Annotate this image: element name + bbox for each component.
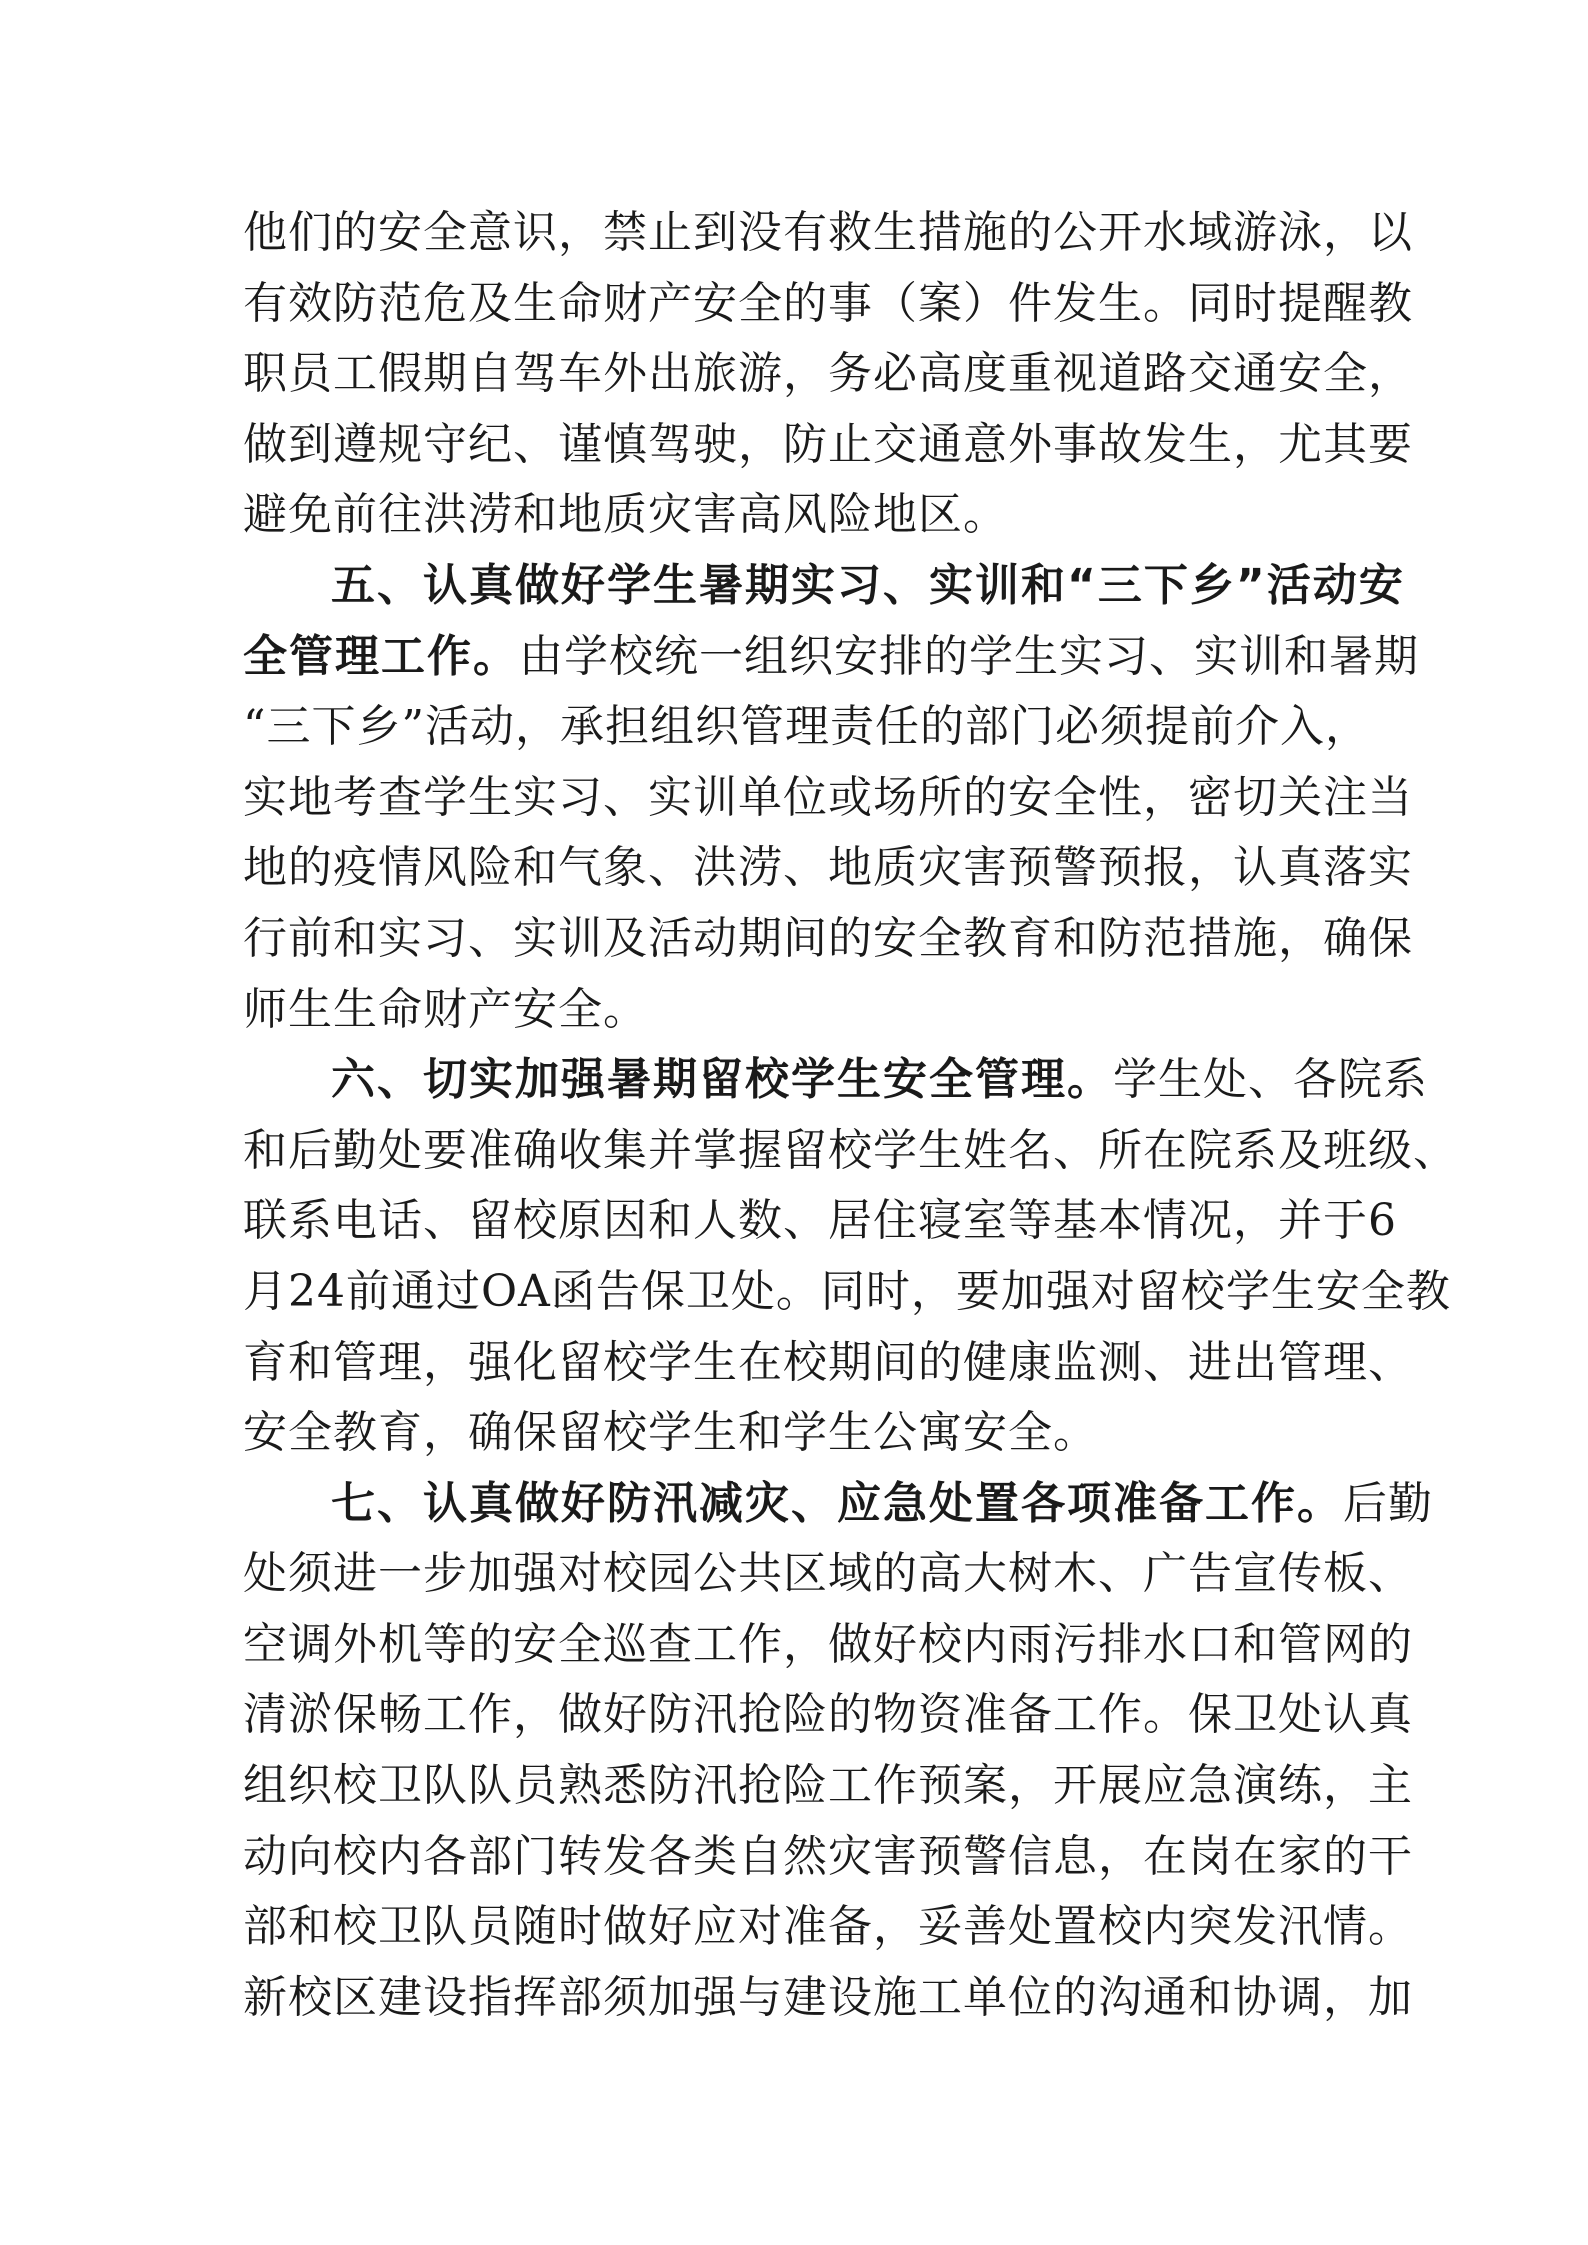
body-text: 师生生命财产安全。: [243, 983, 648, 1035]
body-text: 由学校统一组织安排的学生实习、实训和暑期: [519, 630, 1419, 682]
body-text: 安全教育，确保留校学生和学生公寓安全。: [243, 1407, 1098, 1459]
paragraph: [243, 1469, 1433, 2034]
body-text: 行前和实习、实训及活动期间的安全教育和防范措施，确保: [243, 912, 1413, 964]
body-text: 联系电话、留校原因和人数、居住寝室等基本情况，并于6: [243, 1195, 1397, 1247]
document-body: [243, 198, 1458, 2033]
section-heading-text: 五、认真做好学生暑期实习、实训和“三下乡”活动安: [331, 559, 1405, 611]
text-line: [243, 1257, 1451, 1328]
text-line: [243, 480, 1363, 551]
body-text: 处须进一步加强对校园公共区域的高大树木、广告宣传板、: [243, 1548, 1413, 1600]
text-line: [243, 692, 1370, 763]
section-heading-text: 全管理工作。: [243, 630, 519, 682]
body-text: 组织校卫队队员熟悉防汛抢险工作预案，开展应急演练，主: [243, 1760, 1413, 1812]
text-line: [243, 1186, 1397, 1257]
body-text: 空调外机等的安全巡查工作，做好校内雨污排水口和管网的: [243, 1618, 1413, 1670]
text-line: [243, 1892, 1413, 1963]
text-line: [243, 1328, 1413, 1399]
text-line: [243, 833, 1413, 904]
text-line: [243, 339, 1413, 410]
text-line: [243, 1751, 1413, 1822]
section-heading-text: 七、认真做好防汛减灾、应急处置各项准备工作。: [331, 1477, 1343, 1529]
text-line: [243, 1680, 1413, 1751]
body-text: 职员工假期自驾车外出旅游，务必高度重视道路交通安全，: [243, 348, 1413, 400]
paragraph: [243, 1045, 1458, 1469]
body-text: 做到遵规守纪、谨慎驾驶，防止交通意外事故发生，尤其要: [243, 418, 1413, 470]
text-line: [243, 198, 1413, 269]
text-line: [243, 551, 1405, 622]
text-line: [243, 1116, 1458, 1187]
text-line: [243, 1610, 1413, 1681]
text-line: [243, 1469, 1433, 1540]
body-text: 动向校内各部门转发各类自然灾害预警信息，在岗在家的干: [243, 1830, 1413, 1882]
body-text: 清淤保畅工作，做好防汛抢险的物资准备工作。保卫处认真: [243, 1689, 1413, 1741]
body-text: 新校区建设指挥部须加强与建设施工单位的沟通和协调，加: [243, 1971, 1413, 2023]
text-line: [243, 1398, 1363, 1469]
text-line: [243, 1539, 1413, 1610]
body-text: 和后勤处要准确收集并掌握留校学生姓名、所在院系及班级、: [243, 1124, 1458, 1176]
body-text: 部和校卫队员随时做好应对准备，妥善处置校内突发汛情。: [243, 1901, 1413, 1953]
body-text: 后勤: [1343, 1477, 1433, 1529]
text-line: [243, 904, 1413, 975]
body-text: 实地考查学生实习、实训单位或场所的安全性，密切关注当: [243, 771, 1413, 823]
body-text: 月24前通过OA函告保卫处。同时，要加强对留校学生安全教: [243, 1265, 1451, 1317]
text-line: [243, 410, 1413, 481]
text-line: [243, 975, 1363, 1046]
text-line: [243, 1045, 1428, 1116]
text-line: [243, 763, 1413, 834]
paragraph: [243, 551, 1419, 1045]
section-heading-text: 六、切实加强暑期留校学生安全管理。: [331, 1054, 1113, 1106]
text-line: [243, 1963, 1413, 2034]
body-text: 他们的安全意识，禁止到没有救生措施的公开水域游泳，以: [243, 207, 1413, 258]
body-text: 育和管理，强化留校学生在校期间的健康监测、进出管理、: [243, 1336, 1413, 1388]
body-text: 避免前往洪涝和地质灾害高风险地区。: [243, 489, 1008, 541]
body-text: “三下乡”活动，承担组织管理责任的部门必须提前介入，: [243, 701, 1370, 753]
body-text: 有效防范危及生命财产安全的事（案）件发生。同时提醒教: [243, 277, 1413, 329]
body-text: 地的疫情风险和气象、洪涝、地质灾害预警预报，认真落实: [243, 842, 1413, 894]
text-line: [243, 1822, 1413, 1893]
text-line: [243, 622, 1419, 693]
paragraph: [243, 198, 1413, 551]
text-line: [243, 269, 1413, 340]
body-text: 学生处、各院系: [1113, 1054, 1428, 1106]
